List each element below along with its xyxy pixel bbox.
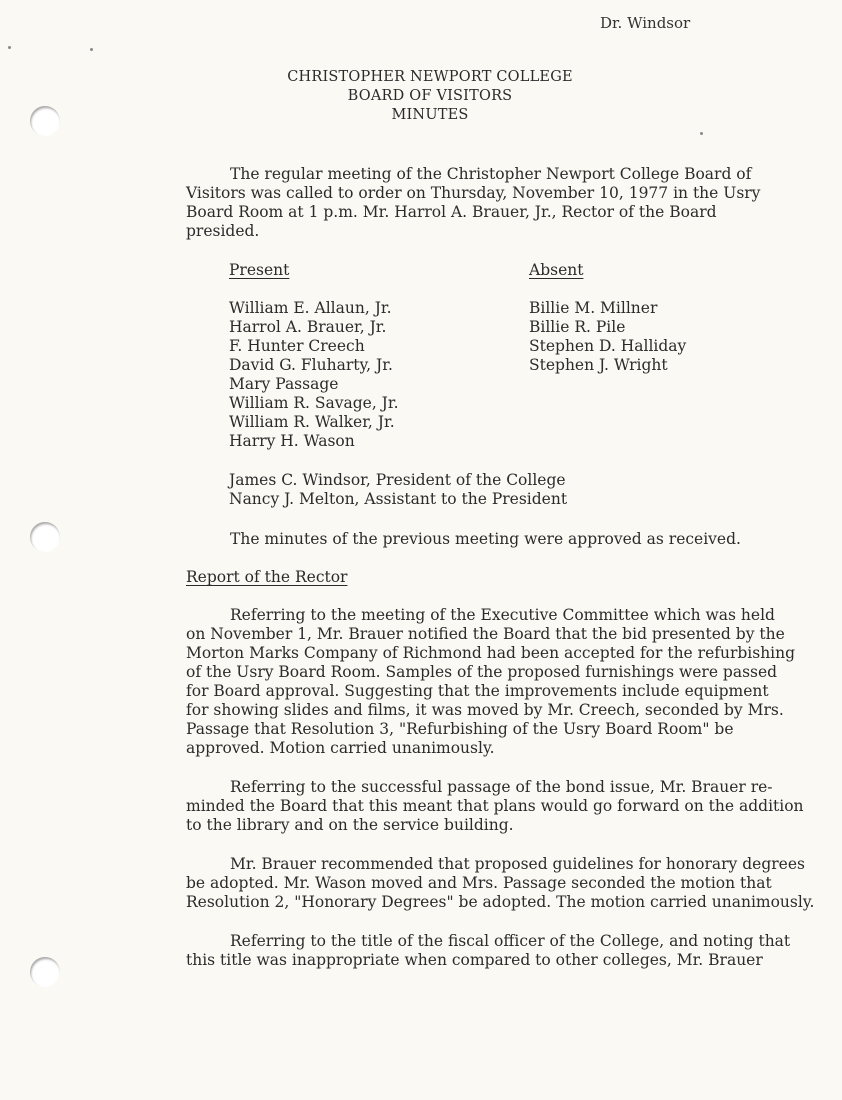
punch-hole-top (30, 106, 60, 136)
paragraph-line: minded the Board that this meant that plans would go forward on the addition (186, 797, 804, 815)
rector-paragraph-3 (186, 855, 815, 912)
paragraph-line: Visitors was called to order on Thursday, November 10, 1977 in the Usry (186, 184, 761, 202)
present-column (229, 261, 399, 451)
absent-member: Billie R. Pile (529, 318, 626, 336)
paragraph-line: The regular meeting of the Christopher Newport College Board of (230, 165, 752, 183)
paragraph-line: for Board approval. Suggesting that the improvements include equipment (186, 682, 769, 700)
absent-member: Billie M. Millner (529, 299, 658, 317)
paragraph-line: Referring to the title of the fiscal officer of the College, and noting that (230, 932, 791, 950)
paragraph-line: Passage that Resolution 3, "Refurbishing of the Usry Board Room" be (186, 720, 734, 738)
paragraph-line: Board Room at 1 p.m. Mr. Harrol A. Brauer, Jr., Rector of the Board (186, 203, 717, 221)
paragraph-line: approved. Motion carried unanimously. (186, 739, 495, 757)
rector-paragraph-2 (186, 778, 806, 835)
rector-paragraph-1 (186, 606, 806, 758)
present-member: Mary Passage (229, 375, 339, 393)
staff-member: James C. Windsor, President of the College (229, 471, 566, 489)
scan-speck (700, 132, 703, 135)
absent-member: Stephen J. Wright (529, 356, 668, 374)
scan-speck (90, 48, 93, 51)
absent-column (529, 261, 686, 375)
paragraph-line: Mr. Brauer recommended that proposed guidelines for honorary degrees (230, 855, 805, 873)
paragraph-line: presided. (186, 222, 260, 240)
absent-member: Stephen D. Halliday (529, 337, 687, 355)
staff-list (229, 471, 567, 509)
present-member: William R. Savage, Jr. (229, 394, 399, 412)
handwritten-annotation: Dr. Windsor (600, 14, 691, 32)
absent-heading: Absent (529, 261, 584, 279)
paragraph-line: Resolution 2, "Honorary Degrees" be adopted. The motion carried unanimously. (186, 893, 815, 911)
paragraph-line: Morton Marks Company of Richmond had been accepted for the refurbishing (186, 644, 796, 662)
paragraph-line: be adopted. Mr. Wason moved and Mrs. Passage seconded the motion that (186, 874, 772, 892)
paragraph-line: this title was inappropriate when compared to other colleges, Mr. Brauer (186, 951, 763, 969)
rector-paragraph-4 (186, 932, 806, 970)
scan-speck (8, 46, 11, 49)
present-member: Harry H. Wason (229, 432, 355, 450)
paragraph-line: on November 1, Mr. Brauer notified the Board that the bid presented by the (186, 625, 785, 643)
minutes-approved-paragraph (186, 530, 806, 549)
paragraph-line: Referring to the meeting of the Executive Committee which was held (230, 606, 775, 624)
present-member: William E. Allaun, Jr. (229, 299, 392, 317)
section-heading: Report of the Rector (186, 568, 348, 586)
header-minutes-title: MINUTES (391, 107, 469, 123)
paragraph-line: of the Usry Board Room. Samples of the proposed furnishings were passed (186, 663, 778, 681)
staff-member: Nancy J. Melton, Assistant to the President (229, 490, 568, 508)
paragraph-line: Referring to the successful passage of the bond issue, Mr. Brauer re- (230, 778, 773, 796)
minutes-approved-text: The minutes of the previous meeting were approved as received. (230, 530, 741, 548)
paragraph-line: for showing slides and films, it was moved by Mr. Creech, seconded by Mrs. (186, 701, 784, 719)
present-member: William R. Walker, Jr. (229, 413, 395, 431)
present-heading: Present (229, 261, 290, 279)
present-member: Harrol A. Brauer, Jr. (229, 318, 387, 336)
present-member: F. Hunter Creech (229, 337, 365, 355)
paragraph-line: to the library and on the service building. (186, 816, 514, 834)
punch-hole-bottom (30, 957, 60, 987)
header-board-name: BOARD OF VISITORS (347, 88, 513, 104)
document-header (200, 68, 660, 125)
intro-paragraph (186, 165, 806, 241)
punch-hole-middle (30, 522, 60, 552)
present-member: David G. Fluharty, Jr. (229, 356, 393, 374)
header-college-name: CHRISTOPHER NEWPORT COLLEGE (287, 69, 573, 85)
